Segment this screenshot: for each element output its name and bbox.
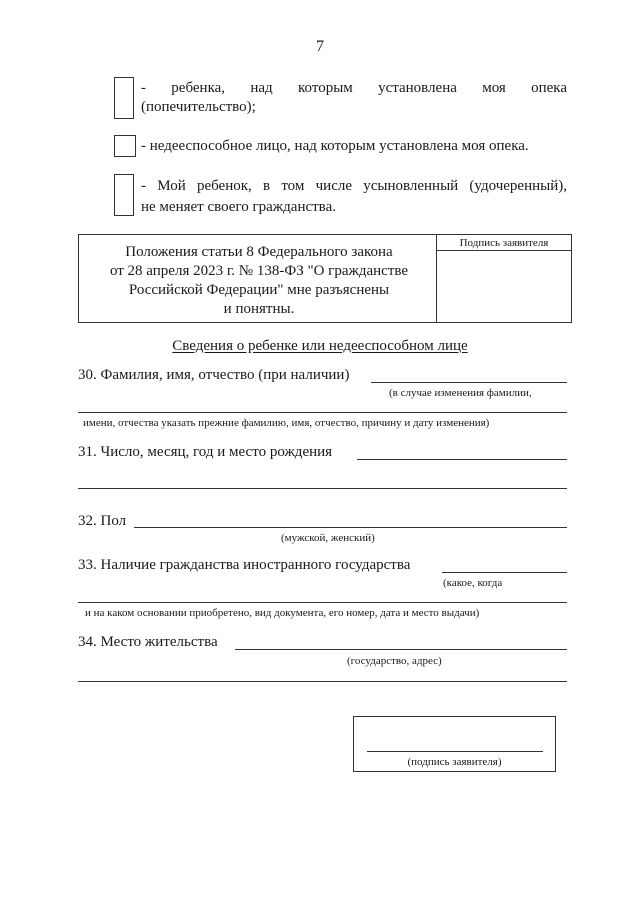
checkbox-child-under-guardianship[interactable] [114,77,134,119]
checkbox-incapacitated-person[interactable] [114,135,136,157]
field-33-hint-1: (какое, когда [443,577,503,589]
option-child-line2: (попечительство); [141,99,256,115]
field-34-input-line[interactable] [235,649,567,650]
option-word: над [250,80,273,96]
option-word: опека [531,80,568,96]
law-notice-text [88,243,430,319]
field-33-input-line-2[interactable] [78,602,567,603]
section-title [0,337,640,356]
signature-header-divider [437,250,572,251]
field-32-hint: (мужской, женский) [281,532,375,544]
option-citizenship-line1: - Мой ребенок, в том числе усыновленный (удочеренный), [141,178,567,194]
signature-header: Подпись заявителя [459,237,549,249]
field-30-label: 30. Фамилия, имя, отчество (при наличии) [78,367,350,383]
section-title-text: Сведения о ребенке или недееспособном лице [172,338,468,354]
field-34-label: 34. Место жительства [78,634,218,650]
field-30-hint-2: имени, отчества указать прежние фамилию, имя, отчество, причину и дату изменения) [83,417,490,429]
option-word: установлена [378,80,457,96]
option-word: моя [482,80,506,96]
option-incapacitated-text: - недееспособное лицо, над которым установлена моя опека. [141,138,529,154]
field-31-input-line-2[interactable] [78,488,567,489]
law-notice-line: от 28 апреля 2023 г. № 138-ФЗ "О гражданстве [109,263,409,279]
field-33-input-line[interactable] [442,572,567,573]
law-notice-line: Положения статьи 8 Федерального закона [125,244,393,260]
applicant-signature-line[interactable] [367,751,543,752]
field-31-input-line[interactable] [357,459,567,460]
field-32-input-line[interactable] [134,527,567,528]
option-citizenship-line2: не меняет своего гражданства. [141,199,336,215]
field-33-hint-2: и на каком основании приобретено, вид документа, его номер, дата и место выдачи) [85,607,480,619]
field-32-label: 32. Пол [78,513,127,529]
field-30-input-line[interactable] [371,382,567,383]
field-34-input-line-2[interactable] [78,681,567,682]
law-notice-line: Российской Федерации" мне разъяснены [128,282,390,298]
field-30-input-line-2[interactable] [78,412,567,413]
option-child-line1 [141,78,567,99]
applicant-signature-caption: (подпись заявителя) [407,756,502,768]
option-word: - ребенка, [141,80,226,96]
page-number: 7 [316,38,324,55]
field-30-hint-1: (в случае изменения фамилии, [389,387,532,399]
field-31-label: 31. Число, месяц, год и место рождения [78,444,333,460]
field-34-hint: (государство, адрес) [347,655,442,667]
option-word: которым [298,80,353,96]
law-notice-line: и понятны. [223,301,295,317]
field-33-label: 33. Наличие гражданства иностранного государства [78,557,411,573]
checkbox-child-keeps-citizenship[interactable] [114,174,134,216]
